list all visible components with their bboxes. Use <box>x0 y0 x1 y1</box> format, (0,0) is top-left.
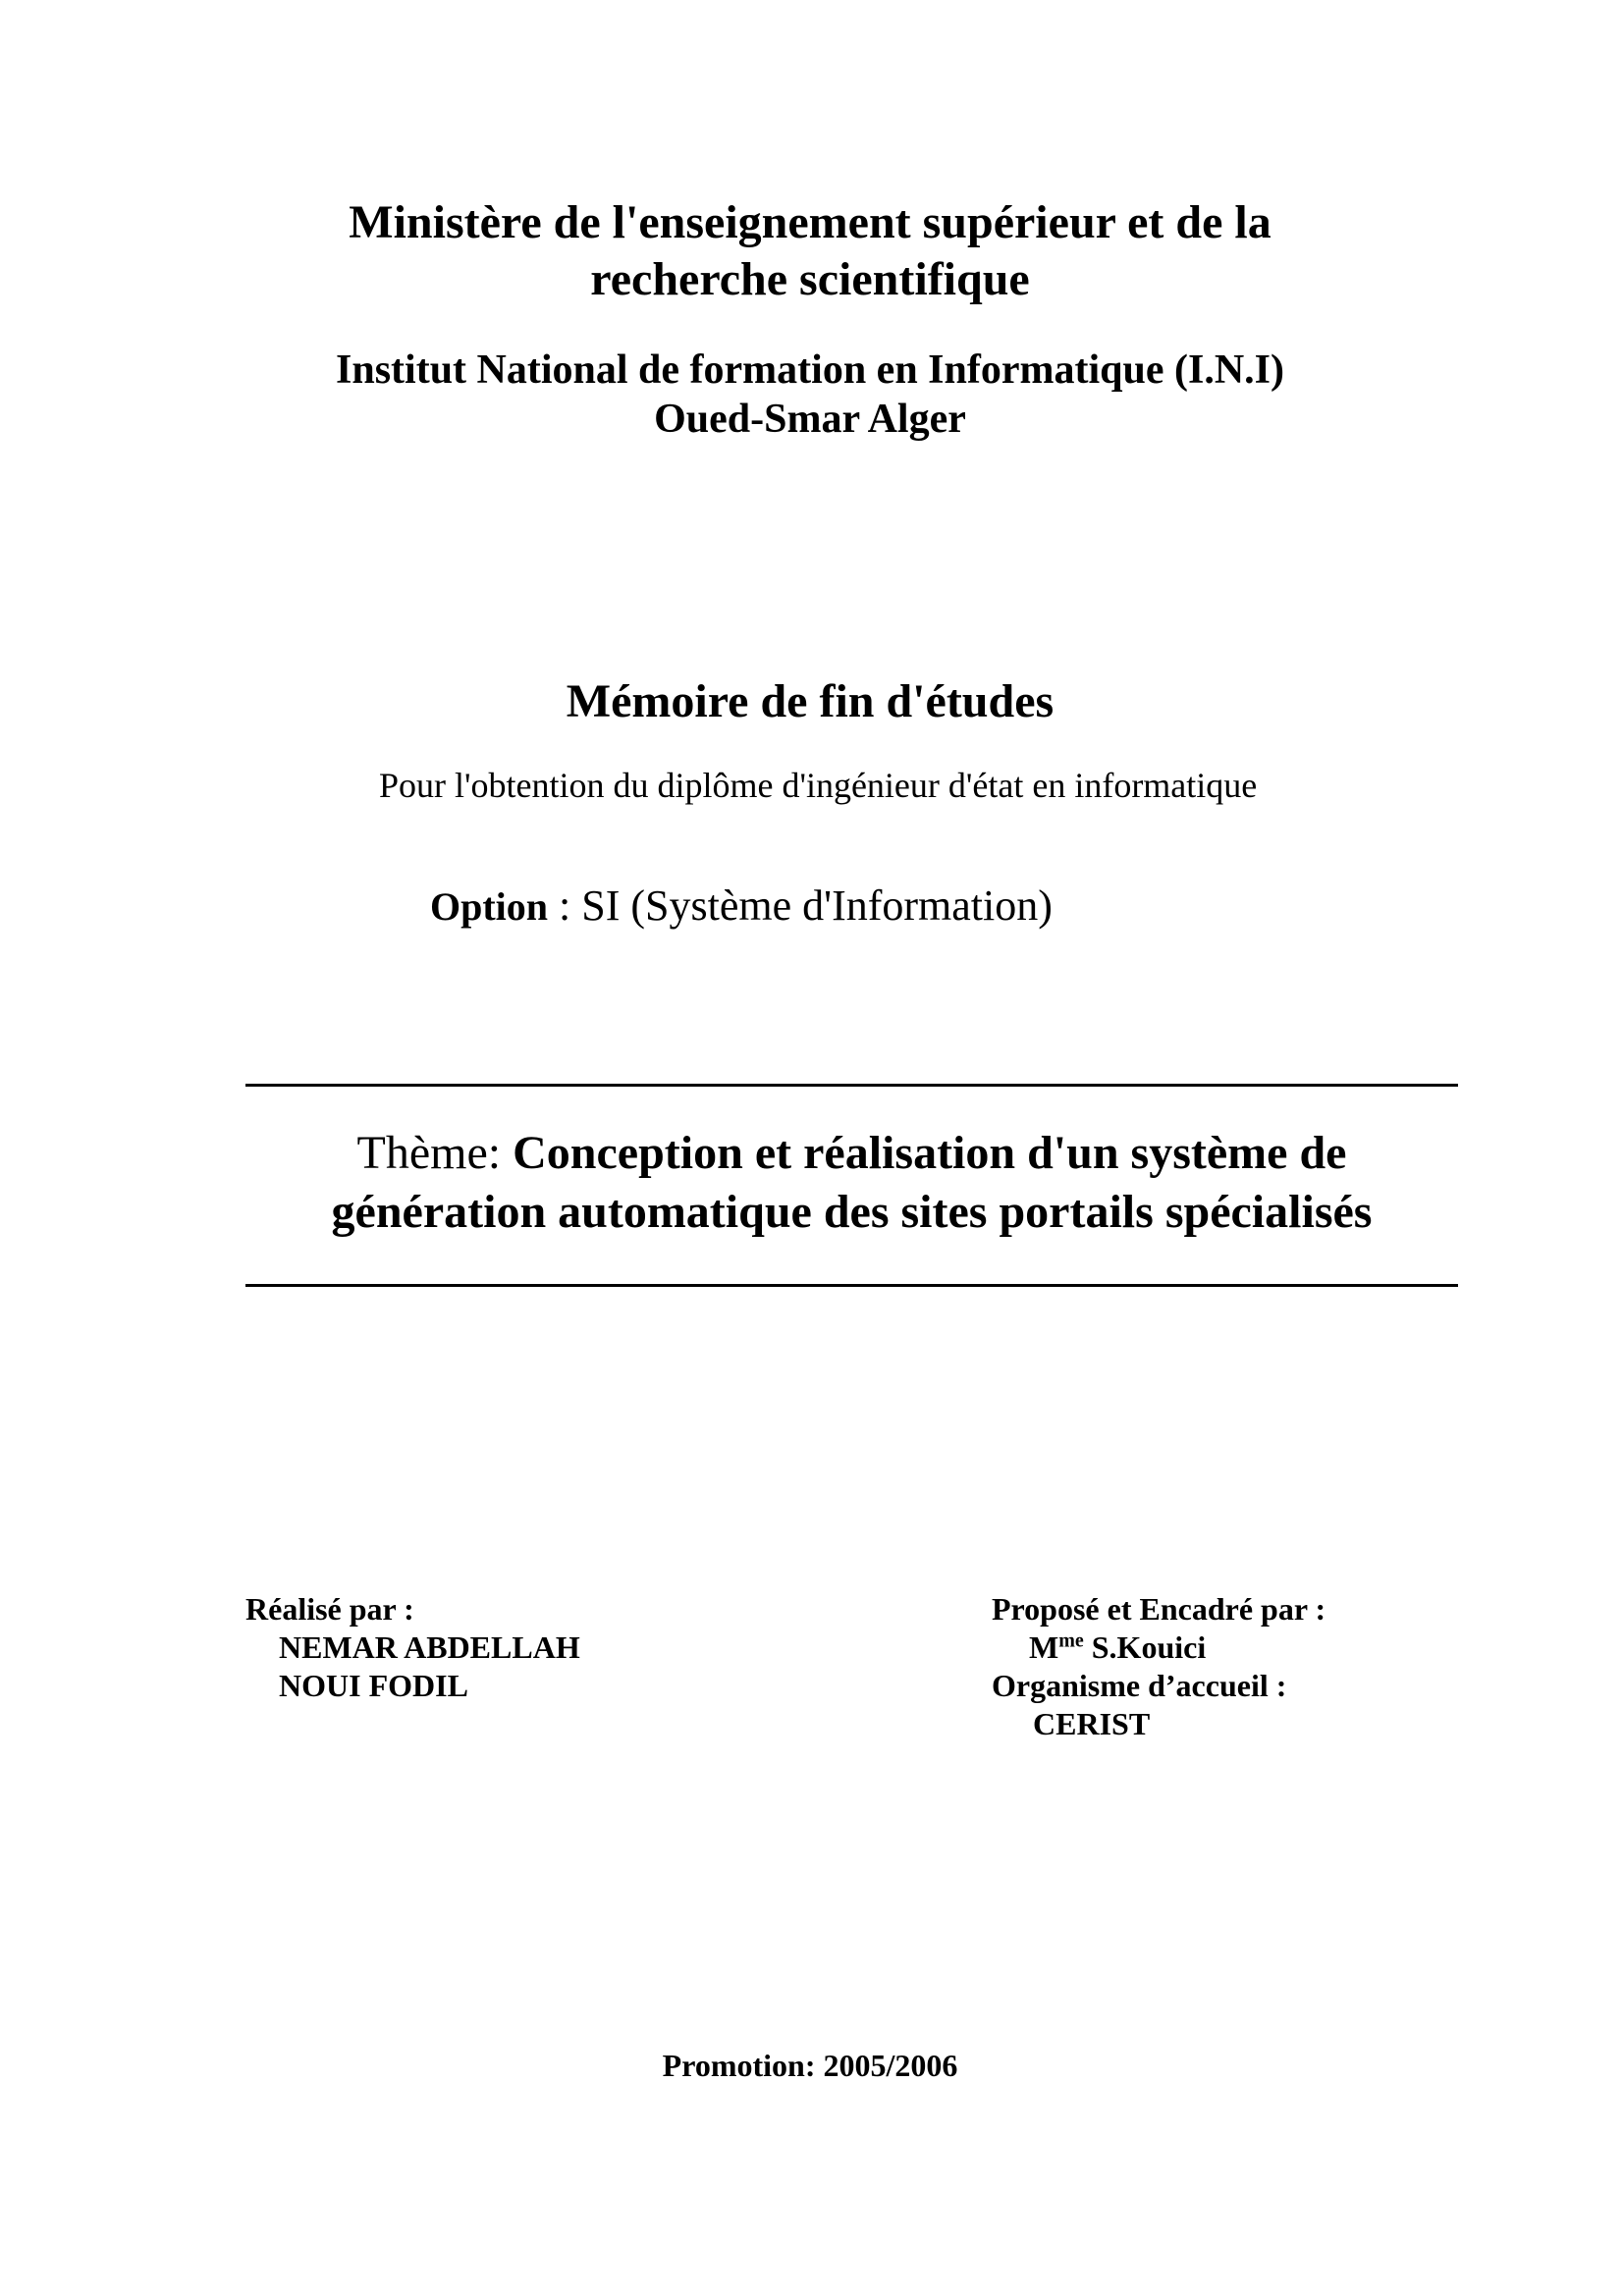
ministry-heading <box>245 194 1375 308</box>
supervisor-superscript: me <box>1058 1629 1084 1652</box>
memoire-title: Mémoire de fin d'études <box>566 675 1055 727</box>
option-value: SI (Système d'Information) <box>581 881 1053 930</box>
option-line <box>430 880 1053 934</box>
supervisor-name: S.Kouici <box>1083 1629 1207 1665</box>
diploma-subtitle: Pour l'obtention du diplôme d'ingénieur d'état en informatique <box>379 766 1258 805</box>
theme-title-line-2: génération automatique des sites portails spécialisés <box>331 1186 1373 1238</box>
theme-title-line-1: Conception et réalisation d'un système de <box>513 1127 1347 1179</box>
authors-block <box>245 1590 580 1705</box>
theme-top-rule <box>245 1084 1458 1087</box>
author-name: NEMAR ABDELLAH <box>279 1629 580 1665</box>
theme-block <box>245 1124 1458 1242</box>
supervisor-prefix: M <box>1029 1629 1059 1665</box>
theme-line-1 <box>245 1124 1458 1183</box>
supervision-block <box>992 1590 1325 1743</box>
host-label: Organisme d’accueil : <box>992 1668 1287 1703</box>
institute-line-2: Oued-Smar Alger <box>654 397 966 442</box>
option-separator: : <box>548 881 582 930</box>
supervisor-label: Proposé et Encadré par : <box>992 1591 1326 1627</box>
promotion-footer: Promotion: 2005/2006 <box>662 2048 958 2083</box>
ministry-line-2: recherche scientifique <box>590 253 1030 305</box>
theme-bottom-rule <box>245 1284 1458 1287</box>
institute-line-1: Institut National de formation en Informatique (I.N.I) <box>336 347 1284 393</box>
supervisor-name-line <box>992 1629 1325 1667</box>
authors-label: Réalisé par : <box>245 1591 414 1627</box>
institute-heading <box>245 346 1375 444</box>
theme-label: Thème: <box>356 1127 514 1179</box>
author-name: NOUI FODIL <box>279 1668 468 1703</box>
host-name: CERIST <box>1033 1706 1151 1741</box>
option-label: Option <box>430 884 549 929</box>
ministry-line-1: Ministère de l'enseignement supérieur et de la <box>349 196 1271 248</box>
